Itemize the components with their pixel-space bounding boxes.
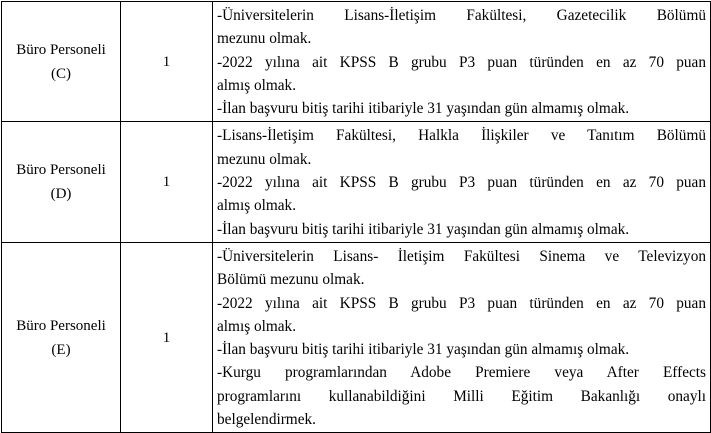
position-code: (D) xyxy=(50,186,72,203)
requirement-line: almış olmak. xyxy=(217,317,297,335)
requirement-line: almış olmak. xyxy=(217,197,297,215)
position-cell xyxy=(2,242,121,432)
requirement-line: mezunu olmak. xyxy=(217,150,312,168)
position-title: Büro Personeli xyxy=(16,162,106,179)
requirement-line: Bölümü mezunu olmak. xyxy=(217,271,365,289)
requirement-line: -Üniversitelerin Lisans-İletişim Fakültesi, Gazetecilik Bölümü xyxy=(217,7,706,24)
count-cell: 1 xyxy=(121,2,213,122)
position-code: (E) xyxy=(51,341,71,358)
requirement-line: -İlan başvuru bitiş tarihi itibariyle 31 yaşından gün almamış olmak. xyxy=(217,341,630,359)
requirement-line: belgelendirmek. xyxy=(217,411,316,429)
requirement-line: -İlan başvuru bitiş tarihi itibariyle 31 yaşından gün almamış olmak. xyxy=(217,100,630,118)
requirement-line: programlarını kullanabildiğini Milli Eğitim Bakanlığı onaylı xyxy=(217,387,706,405)
requirements-table xyxy=(1,1,711,433)
table-row xyxy=(2,242,711,432)
requirements-cell xyxy=(213,122,711,242)
table-row xyxy=(2,2,711,122)
requirement-line: -Kurgu programlarından Adobe Premiere veya After Effects xyxy=(217,364,706,382)
table-row xyxy=(2,122,711,242)
requirements-cell xyxy=(213,242,711,432)
requirements-cell xyxy=(213,2,711,122)
requirement-line: -Lisans-İletişim Fakültesi, Halkla İlişkiler ve Tanıtım Bölümü xyxy=(217,127,706,145)
position-title: Büro Personeli xyxy=(16,317,106,334)
requirement-line: -2022 yılına ait KPSS B grubu P3 puan türünden en az 70 puan xyxy=(217,294,706,312)
count-cell: 1 xyxy=(121,122,213,242)
requirement-line: -İlan başvuru bitiş tarihi itibariyle 31 yaşından gün almamış olmak. xyxy=(217,220,630,238)
position-title: Büro Personeli xyxy=(16,41,106,58)
position-cell xyxy=(2,122,121,242)
requirement-line: almış olmak. xyxy=(217,76,297,94)
requirement-line: mezunu olmak. xyxy=(217,30,312,48)
requirement-line: -2022 yılına ait KPSS B grubu P3 puan türünden en az 70 puan xyxy=(217,174,706,192)
position-code: (C) xyxy=(51,65,71,82)
requirement-line: -Üniversitelerin Lisans- İletişim Fakültesi Sinema ve Televizyon xyxy=(217,247,706,265)
requirement-line: -2022 yılına ait KPSS B grubu P3 puan türünden en az 70 puan xyxy=(217,53,706,71)
count-cell: 1 xyxy=(121,242,213,432)
position-cell xyxy=(2,2,121,122)
